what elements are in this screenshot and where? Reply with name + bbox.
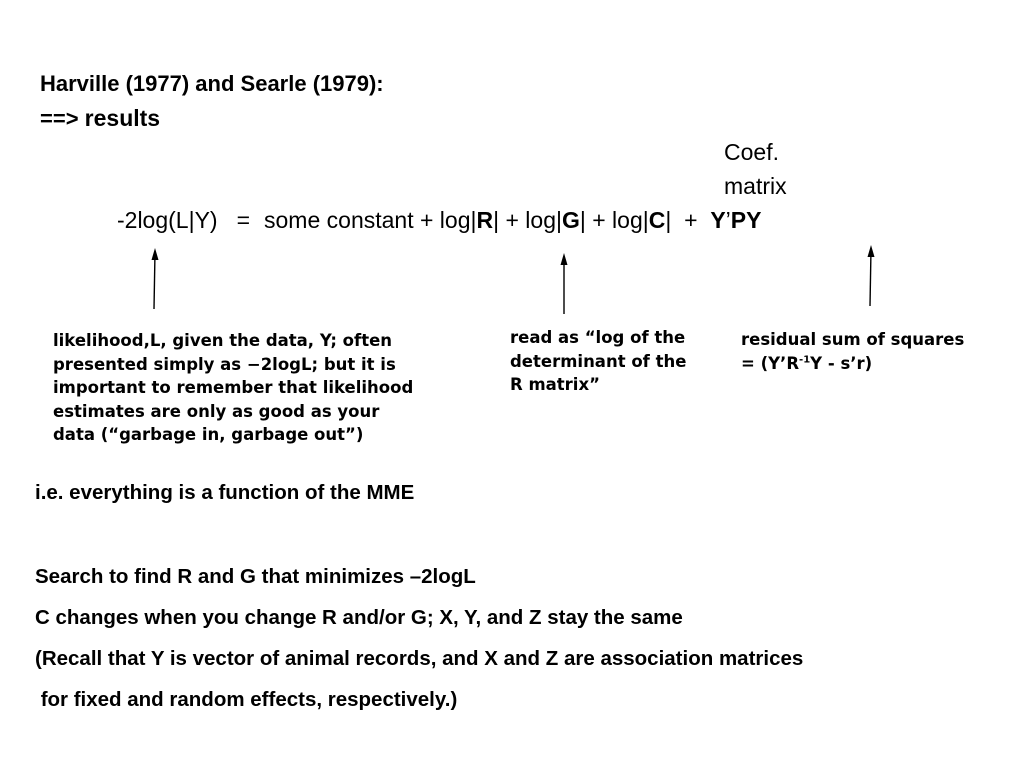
annotation-likelihood-line-2: presented simply as −2logL; but it is (53, 354, 396, 374)
annotation-likelihood (53, 329, 413, 447)
equation-lhs: -2log(L|Y) (117, 207, 218, 233)
text-recall-line-1: (Recall that Y is vector of animal records, and X and Z are association matrices (35, 647, 804, 670)
arrow-likelihood (154, 252, 155, 309)
equation-G: G (561, 207, 580, 233)
equation-part-2: | + log| (493, 207, 562, 233)
equation-prime: ’ (725, 207, 731, 233)
annotation-likelihood-line-5: data (“garbage in, garbage out”) (53, 425, 364, 445)
annotation-determinant-line-2: determinant of the (510, 351, 687, 371)
title-arrow-prefix: ==> (40, 106, 85, 131)
text-c-changes: C changes when you change R and/or G; X, Y, and Z stay the same (35, 606, 683, 629)
annotation-determinant-line-1: read as “log of the (510, 328, 686, 347)
text-search: Search to find R and G that minimizes –2logL (35, 565, 476, 588)
equation-R: R (476, 207, 494, 233)
arrowhead-determinant (561, 253, 568, 265)
annotation-residual (741, 328, 964, 375)
equation-part-3: | + log| (579, 207, 649, 233)
arrowhead-likelihood (152, 248, 159, 260)
arrow-residual (870, 249, 871, 306)
equation-C: C (648, 207, 666, 233)
text-ie-mme: i.e. everything is a function of the MME (35, 481, 415, 504)
text-recall-line-2: for fixed and random effects, respectively.) (35, 688, 458, 711)
annotation-residual-line-1: residual sum of squares (741, 330, 965, 349)
annotation-residual-line-2-suffix: Y - s’r) (810, 353, 873, 373)
annotation-likelihood-line-4: estimates are only as good as your (53, 401, 380, 421)
annotation-determinant-line-3: R matrix” (510, 375, 600, 395)
equation-Y: Y (710, 207, 726, 233)
title-results-word: results (84, 105, 161, 131)
annotation-residual-inverse-superscript: -1 (799, 354, 811, 366)
equation-part-4: | + (665, 207, 711, 233)
annotation-residual-line-2-prefix: = (Y’R (741, 353, 800, 373)
coef-label-line-2: matrix (724, 173, 787, 199)
annotation-likelihood-line-3: important to remember that likelihood (53, 378, 414, 398)
coef-label-line-1: Coef. (724, 139, 779, 165)
equation-PY: PY (730, 207, 762, 233)
equation-part-1: some constant + log| (264, 207, 477, 233)
annotation-determinant (510, 326, 686, 397)
annotation-residual-line-2 (741, 352, 964, 376)
title-line-1: Harville (1977) and Searle (1979): (40, 71, 384, 96)
equation-equals: = (236, 207, 251, 233)
arrowhead-residual (868, 245, 875, 257)
annotation-likelihood-line-1: likelihood,L, given the data, Y; often (53, 331, 393, 350)
